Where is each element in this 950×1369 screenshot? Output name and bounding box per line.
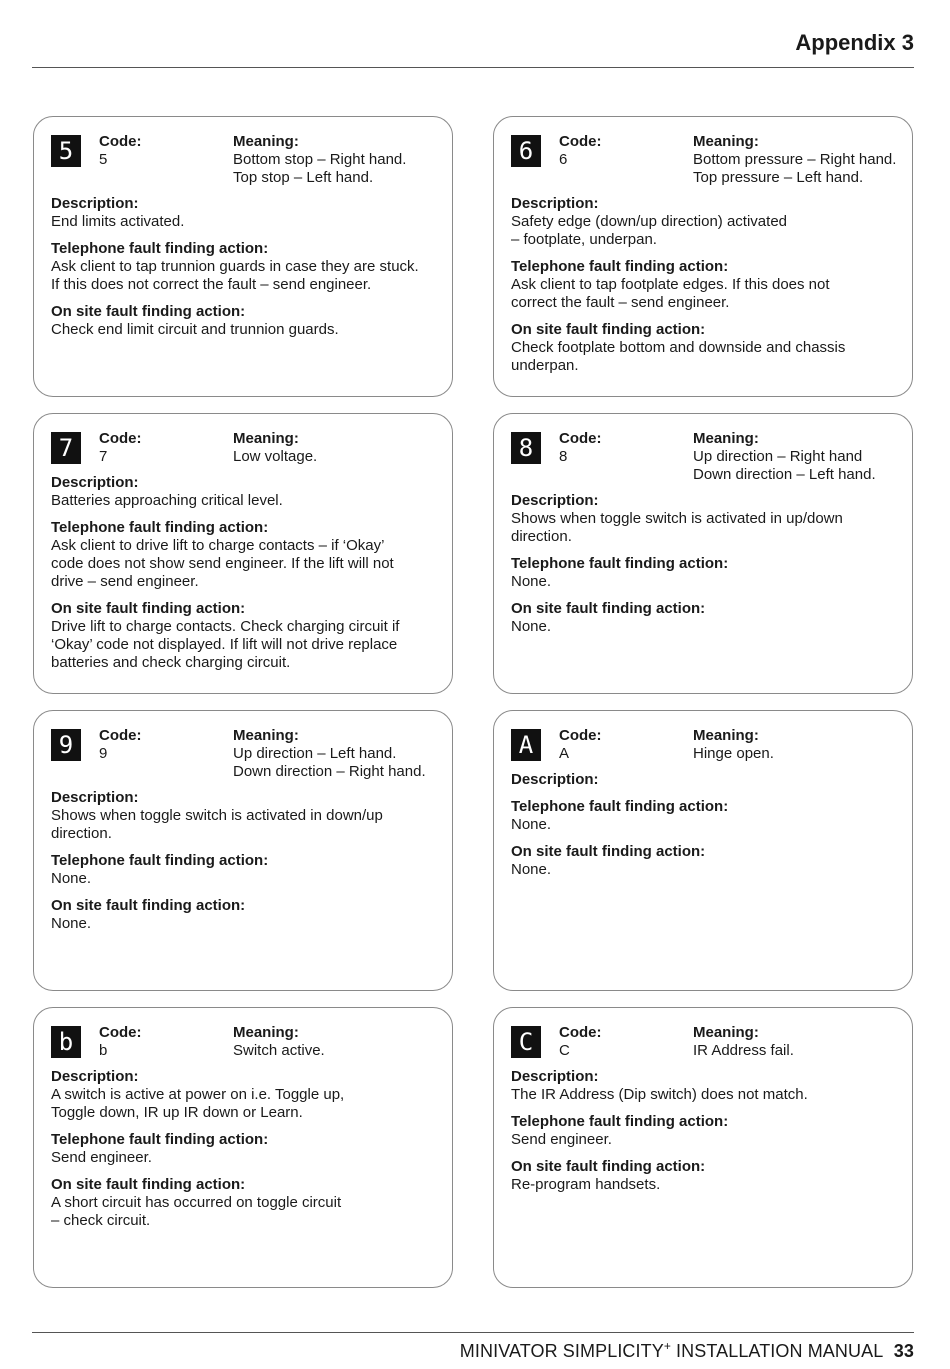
description-label: Description: bbox=[511, 1068, 599, 1085]
telephone-action-label: Telephone fault finding action: bbox=[511, 555, 729, 572]
telephone-action-label: Telephone fault finding action: bbox=[51, 852, 269, 869]
meaning-value: IR Address fail. bbox=[693, 1042, 794, 1059]
description-section bbox=[511, 492, 902, 546]
meaning-value: Up direction – Left hand. Down direction – Right hand. bbox=[233, 745, 426, 780]
onsite-action-text: Check end limit circuit and trunnion guards. bbox=[51, 321, 339, 338]
fault-code-card bbox=[493, 1007, 913, 1288]
description-label: Description: bbox=[511, 771, 599, 788]
onsite-action-label: On site fault finding action: bbox=[511, 600, 706, 617]
telephone-action-section bbox=[51, 519, 442, 591]
meaning-label: Meaning: bbox=[233, 430, 299, 447]
meaning-value: Hinge open. bbox=[693, 745, 774, 762]
telephone-action-text: Send engineer. bbox=[51, 1149, 152, 1166]
telephone-action-text: Ask client to drive lift to charge contacts – if ‘Okay’ code does not show send engineer. If the lift will not drive – send engineer. bbox=[51, 537, 394, 590]
telephone-action-text: Send engineer. bbox=[511, 1131, 612, 1148]
onsite-action-section bbox=[51, 897, 442, 933]
manual-title-suffix: INSTALLATION MANUAL bbox=[670, 1341, 883, 1361]
manual-title-superscript: + bbox=[663, 1339, 671, 1353]
onsite-action-label: On site fault finding action: bbox=[511, 321, 706, 338]
code-field bbox=[559, 1024, 689, 1060]
meaning-field bbox=[233, 727, 449, 781]
onsite-action-section bbox=[511, 843, 902, 879]
code-label: Code: bbox=[99, 133, 142, 150]
code-label: Code: bbox=[99, 430, 142, 447]
display-code-icon: 9 bbox=[51, 729, 81, 761]
description-label: Description: bbox=[51, 789, 139, 806]
display-code-icon: 7 bbox=[51, 432, 81, 464]
meaning-value: Bottom stop – Right hand. Top stop – Left hand. bbox=[233, 151, 407, 186]
description-section bbox=[511, 195, 902, 249]
onsite-action-text: A short circuit has occurred on toggle circuit – check circuit. bbox=[51, 1194, 342, 1229]
description-text: The IR Address (Dip switch) does not match. bbox=[511, 1086, 808, 1103]
meaning-value: Up direction – Right hand Down direction – Left hand. bbox=[693, 448, 876, 483]
description-section bbox=[51, 195, 442, 231]
description-text: End limits activated. bbox=[51, 213, 185, 230]
fault-code-card bbox=[33, 1007, 453, 1288]
telephone-action-text: Ask client to tap trunnion guards in case they are stuck. If this does not correct the fault – send engineer. bbox=[51, 258, 419, 293]
card-body bbox=[511, 1068, 902, 1203]
meaning-field bbox=[693, 430, 909, 484]
code-label: Code: bbox=[559, 727, 602, 744]
card-body bbox=[51, 195, 442, 348]
display-code-icon: 8 bbox=[511, 432, 541, 464]
telephone-action-text: None. bbox=[511, 573, 552, 590]
description-label: Description: bbox=[511, 492, 599, 509]
meaning-field bbox=[233, 1024, 449, 1060]
onsite-action-text: None. bbox=[51, 915, 92, 932]
onsite-action-section bbox=[511, 321, 902, 375]
card-body bbox=[511, 492, 902, 645]
display-code-icon: C bbox=[511, 1026, 541, 1058]
code-value: C bbox=[559, 1042, 570, 1059]
onsite-action-section bbox=[51, 600, 442, 672]
description-text: Safety edge (down/up direction) activated – footplate, underpan. bbox=[511, 213, 787, 248]
telephone-action-section bbox=[51, 852, 442, 888]
header-divider bbox=[32, 67, 914, 68]
description-text: Batteries approaching critical level. bbox=[51, 492, 283, 509]
description-section bbox=[51, 1068, 442, 1122]
onsite-action-text: None. bbox=[511, 861, 552, 878]
display-code-icon: b bbox=[51, 1026, 81, 1058]
code-value: 8 bbox=[559, 448, 568, 465]
onsite-action-text: Drive lift to charge contacts. Check charging circuit if ‘Okay’ code not displayed. If lift will not drive replace batteries and check charging circuit. bbox=[51, 618, 400, 671]
card-body bbox=[511, 195, 902, 384]
code-label: Code: bbox=[559, 430, 602, 447]
meaning-label: Meaning: bbox=[693, 430, 759, 447]
onsite-action-label: On site fault finding action: bbox=[511, 1158, 706, 1175]
description-text: Shows when toggle switch is activated in down/up direction. bbox=[51, 807, 383, 842]
telephone-action-section bbox=[511, 1113, 902, 1149]
meaning-field bbox=[233, 430, 449, 466]
telephone-action-label: Telephone fault finding action: bbox=[511, 1113, 729, 1130]
onsite-action-text: Re-program handsets. bbox=[511, 1176, 661, 1193]
onsite-action-section bbox=[51, 303, 442, 339]
meaning-value: Switch active. bbox=[233, 1042, 325, 1059]
meaning-value: Low voltage. bbox=[233, 448, 318, 465]
meaning-value: Bottom pressure – Right hand. Top pressure – Left hand. bbox=[693, 151, 897, 186]
description-section bbox=[51, 474, 442, 510]
meaning-label: Meaning: bbox=[233, 1024, 299, 1041]
code-label: Code: bbox=[559, 133, 602, 150]
onsite-action-label: On site fault finding action: bbox=[51, 600, 246, 617]
fault-code-card bbox=[33, 116, 453, 397]
meaning-field bbox=[693, 727, 909, 763]
meaning-label: Meaning: bbox=[233, 133, 299, 150]
card-body bbox=[51, 1068, 442, 1239]
onsite-action-section bbox=[51, 1176, 442, 1230]
meaning-field bbox=[693, 133, 909, 187]
onsite-action-text: Check footplate bottom and downside and chassis underpan. bbox=[511, 339, 846, 374]
code-value: 7 bbox=[99, 448, 108, 465]
code-value: A bbox=[559, 745, 570, 762]
telephone-action-section bbox=[51, 240, 442, 294]
fault-code-card bbox=[493, 710, 913, 991]
code-field bbox=[559, 133, 689, 169]
telephone-action-text: None. bbox=[511, 816, 552, 833]
telephone-action-label: Telephone fault finding action: bbox=[511, 798, 729, 815]
code-value: 5 bbox=[99, 151, 108, 168]
onsite-action-label: On site fault finding action: bbox=[51, 303, 246, 320]
onsite-action-label: On site fault finding action: bbox=[51, 1176, 246, 1193]
code-label: Code: bbox=[99, 727, 142, 744]
telephone-action-text: Ask client to tap footplate edges. If this does not correct the fault – send engineer. bbox=[511, 276, 830, 311]
card-body bbox=[51, 789, 442, 942]
meaning-label: Meaning: bbox=[233, 727, 299, 744]
code-field bbox=[99, 430, 229, 466]
meaning-label: Meaning: bbox=[693, 133, 759, 150]
code-field bbox=[559, 727, 689, 763]
description-section bbox=[51, 789, 442, 843]
meaning-label: Meaning: bbox=[693, 727, 759, 744]
fault-code-card bbox=[493, 116, 913, 397]
onsite-action-label: On site fault finding action: bbox=[511, 843, 706, 860]
onsite-action-text: None. bbox=[511, 618, 552, 635]
code-label: Code: bbox=[559, 1024, 602, 1041]
code-field bbox=[99, 133, 229, 169]
telephone-action-label: Telephone fault finding action: bbox=[51, 240, 269, 257]
telephone-action-text: None. bbox=[51, 870, 92, 887]
description-section bbox=[511, 1068, 902, 1104]
description-label: Description: bbox=[511, 195, 599, 212]
telephone-action-label: Telephone fault finding action: bbox=[51, 1131, 269, 1148]
description-label: Description: bbox=[51, 474, 139, 491]
display-code-icon: 5 bbox=[51, 135, 81, 167]
onsite-action-section bbox=[511, 1158, 902, 1194]
code-field bbox=[559, 430, 689, 466]
display-code-icon: A bbox=[511, 729, 541, 761]
description-label: Description: bbox=[51, 1068, 139, 1085]
description-text: Shows when toggle switch is activated in up/down direction. bbox=[511, 510, 843, 545]
code-value: 9 bbox=[99, 745, 108, 762]
telephone-action-label: Telephone fault finding action: bbox=[51, 519, 269, 536]
description-label: Description: bbox=[51, 195, 139, 212]
card-body bbox=[51, 474, 442, 681]
telephone-action-label: Telephone fault finding action: bbox=[511, 258, 729, 275]
meaning-label: Meaning: bbox=[693, 1024, 759, 1041]
meaning-field bbox=[693, 1024, 909, 1060]
fault-code-card bbox=[33, 710, 453, 991]
page-footer bbox=[460, 1339, 914, 1362]
description-section bbox=[511, 771, 902, 789]
code-label: Code: bbox=[99, 1024, 142, 1041]
meaning-field bbox=[233, 133, 449, 187]
display-code-icon: 6 bbox=[511, 135, 541, 167]
description-text: A switch is active at power on i.e. Toggle up, Toggle down, IR up IR down or Learn. bbox=[51, 1086, 345, 1121]
manual-title: MINIVATOR SIMPLICITY bbox=[459, 1341, 664, 1361]
page-title: Appendix 3 bbox=[795, 30, 914, 55]
telephone-action-section bbox=[511, 258, 902, 312]
telephone-action-section bbox=[51, 1131, 442, 1167]
onsite-action-section bbox=[511, 600, 902, 636]
card-body bbox=[511, 771, 902, 888]
telephone-action-section bbox=[511, 798, 902, 834]
code-field bbox=[99, 1024, 229, 1060]
fault-code-card bbox=[33, 413, 453, 694]
telephone-action-section bbox=[511, 555, 902, 591]
page-number: 33 bbox=[893, 1341, 914, 1361]
code-value: b bbox=[99, 1042, 108, 1059]
footer-divider bbox=[32, 1332, 914, 1333]
code-value: 6 bbox=[559, 151, 568, 168]
code-field bbox=[99, 727, 229, 763]
fault-code-card bbox=[493, 413, 913, 694]
onsite-action-label: On site fault finding action: bbox=[51, 897, 246, 914]
